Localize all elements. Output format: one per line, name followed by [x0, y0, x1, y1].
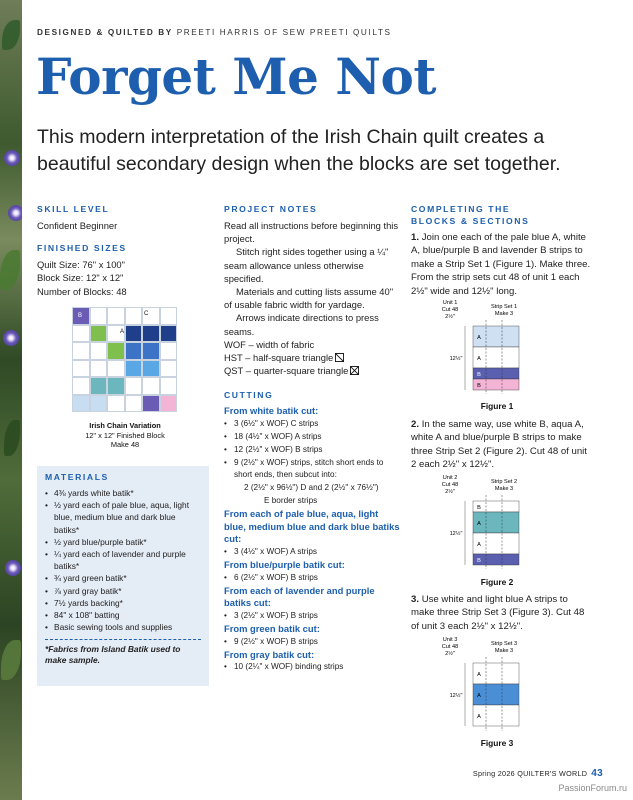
completing-heading: BLOCKS & SECTIONS [411, 216, 530, 226]
fig-set: Strip Set 3 [490, 641, 518, 647]
quilt-patch [160, 342, 178, 360]
flower-icon [5, 560, 21, 576]
fig-unit: Unit 1 [442, 300, 458, 306]
figure-3-caption: Figure 3 [480, 738, 514, 748]
list-item: • 7½ yards backing* [45, 597, 201, 609]
quilt-block-caption: Irish Chain Variation 12" x 12" Finished Block Make 48 [85, 421, 165, 449]
quilt-patch [90, 360, 108, 378]
materials-box [37, 466, 209, 686]
list-item: • Basic sewing tools and supplies [45, 621, 201, 633]
quilt-patch [72, 360, 90, 378]
note-text: Arrows indicate directions to press seams. [224, 312, 379, 337]
quilt-block-diagram [72, 307, 177, 412]
fig-cut: Cut 48 [441, 307, 459, 313]
finished-line: Quilt Size: 76" x 100" [37, 259, 125, 271]
figure-1-caption: Figure 1 [480, 401, 514, 411]
strip-label: B [477, 558, 481, 564]
skill-value: Confident Beginner [37, 220, 118, 231]
strip-label: B [477, 505, 481, 511]
cutting-subhead: From white batik cut: [224, 405, 319, 417]
step-2: 2. In the same way, use white B, aqua A, white A and blue/purple B strips to make three Strip Set 2 (Figure 2). Cut 48 of unit 2 each 2½" x 12½". [411, 419, 587, 471]
list-item: • ¼ yard each of lavender and purple batiks* [45, 548, 201, 572]
column-right [411, 203, 593, 298]
quilt-patch [142, 325, 160, 343]
strip-set-2-diagram [440, 473, 550, 569]
hst-icon [335, 353, 344, 362]
flower-icon [3, 330, 19, 346]
cutting-subhead: From each of pale blue, aqua, light blue, medium blue and dark blue batiks cut: [224, 507, 400, 545]
quilt-patch [90, 307, 108, 325]
quilt-patch [160, 395, 178, 413]
step-1: 1. Join one each of the pale blue A, white A, blue/purple B and lavender B strips to make a Strip Set 1 (Figure 1). Make three. From the strip sets cut 48 of unit 1 each 2½" wide and 12½" long. [411, 232, 591, 297]
fig-unit: Unit 3 [442, 637, 458, 643]
flower-icon [4, 150, 20, 166]
finished-line: Block Size: 12" x 12" [37, 272, 124, 284]
step-2-block [411, 418, 593, 472]
finished-line: Number of Blocks: 48 [37, 285, 127, 297]
materials-list [45, 487, 201, 633]
figure-1 [440, 298, 550, 394]
list-item: • ⅞ yard gray batik* [45, 585, 201, 597]
byline: DESIGNED & QUILTED BY PREETI HARRIS OF SEW PREETI QUILTS [37, 28, 392, 37]
list-item: • 3 (6½" x WOF) C strips [224, 418, 402, 431]
quilt-patch [107, 395, 125, 413]
quilt-patch [142, 360, 160, 378]
quilt-patch [107, 377, 125, 395]
fig-height: 12½" [449, 693, 463, 699]
column-left [37, 203, 207, 308]
quilt-patch [142, 395, 160, 413]
quilt-patch [125, 307, 143, 325]
quilt-patch [90, 377, 108, 395]
list-item: • 9 (2½" x WOF) strips, stitch short ends to short ends, then subcut into: [224, 457, 402, 483]
fig-width: 2½" [445, 314, 455, 320]
quilt-patch [107, 307, 125, 325]
project-notes-heading: PROJECT NOTES [224, 204, 318, 214]
quilt-patch [125, 325, 143, 343]
fig-unit: Unit 2 [442, 475, 458, 481]
quilt-patch [160, 307, 178, 325]
strip-label: A [477, 693, 481, 699]
fig-width: 2½" [445, 651, 455, 657]
column-middle [224, 203, 402, 674]
strip-label: B [477, 372, 481, 378]
patch-label: A [120, 329, 125, 335]
fig-cut: Cut 48 [441, 644, 459, 650]
quilt-patch [125, 377, 143, 395]
list-item: • 3 (4½" x WOF) A strips [224, 546, 402, 559]
figure-2-caption: Figure 2 [480, 577, 514, 587]
list-item: • 84" x 108" batting [45, 609, 201, 621]
list-item: • 4⅜ yards white batik* [45, 487, 201, 499]
qst-icon [350, 366, 359, 375]
quilt-patch [160, 325, 178, 343]
fig-width: 2½" [445, 489, 455, 495]
strip-label: A [477, 356, 481, 362]
strip-label: A [477, 335, 481, 341]
list-item: • 3 (2½" x WOF) B strips [224, 610, 402, 623]
patch-label: C [144, 311, 149, 317]
fig-height: 12½" [449, 356, 463, 362]
finished-heading: FINISHED SIZES [37, 243, 127, 254]
materials-heading: MATERIALS [45, 472, 109, 482]
completing-heading: COMPLETING THE [411, 204, 511, 214]
quilt-patch [160, 360, 178, 378]
quilt-patch [142, 377, 160, 395]
note-text: Read all instructions before beginning this project. [224, 220, 399, 245]
note-text: Stitch right sides together using a ¼" seam allowance unless otherwise specified. [224, 246, 389, 284]
cutting-subhead: From blue/purple batik cut: [224, 559, 345, 570]
materials-note: *Fabrics from Island Batik used to make sample. [45, 644, 181, 665]
cutting-heading: CUTTING [224, 390, 274, 401]
skill-heading: SKILL LEVEL [37, 204, 110, 214]
list-item: • 12 (2½" x WOF) B strips [224, 444, 402, 457]
abbrev-qst: QST – quarter-square triangle [224, 364, 402, 377]
quilt-patch [107, 360, 125, 378]
quilt-patch [90, 342, 108, 360]
fig-make: Make 3 [494, 486, 514, 492]
strip-label: B [477, 383, 481, 389]
quilt-patch [107, 342, 125, 360]
strip-label: A [477, 521, 481, 527]
list-item: • ½ yard each of pale blue, aqua, light blue, medium blue and dark blue batiks* [45, 499, 201, 536]
abbrev-wof: WOF – width of fabric [224, 338, 315, 350]
figure-2 [440, 473, 550, 569]
strip-label: A [477, 714, 481, 720]
fig-make: Make 3 [494, 311, 514, 317]
quilt-patch [160, 377, 178, 395]
strip-set-3-diagram [440, 635, 550, 731]
page-title: Forget Me Not [36, 47, 436, 106]
fig-make: Make 3 [494, 648, 514, 654]
fig-cut: Cut 48 [441, 482, 459, 488]
cutting-subhead: From green batik cut: [224, 622, 320, 634]
divider [45, 639, 201, 640]
cutting-subhead: From gray batik cut: [224, 648, 315, 660]
figure-3 [440, 635, 550, 731]
strip-set-1-diagram [440, 298, 550, 394]
strip-label: A [477, 672, 481, 678]
list-item: • 9 (2½" x WOF) B strips [224, 636, 402, 649]
cover-photo-strip [0, 0, 22, 800]
fig-set: Strip Set 2 [490, 479, 518, 485]
strip-label: A [477, 542, 481, 548]
fig-set: Strip Set 1 [490, 304, 518, 310]
intro-text: This modern interpretation of the Irish Chain quilt creates a beautiful secondary design when the blocks are set together. [37, 126, 561, 175]
abbrev-hst: HST – half-square triangle [224, 351, 402, 364]
quilt-patch [90, 395, 108, 413]
quilt-patch [125, 395, 143, 413]
cutting-subhead: From each of lavender and purple batiks cut: [224, 584, 375, 609]
step-3-block [411, 593, 593, 633]
quilt-patch [72, 325, 90, 343]
list-item: • 18 (4½" x WOF) A strips [224, 431, 402, 444]
quilt-patch [72, 377, 90, 395]
note-text: Materials and cutting lists assume 40" of usable fabric width for yardage. [224, 286, 394, 311]
page-footer: Spring 2026 QUILTER'S WORLD 43 [472, 768, 603, 779]
quilt-patch [90, 325, 108, 343]
quilt-patch [125, 360, 143, 378]
quilt-patch [72, 342, 90, 360]
quilt-patch [142, 342, 160, 360]
quilt-patch [72, 395, 90, 413]
fig-height: 12½" [449, 531, 463, 537]
watermark: PassionForum.ru [558, 783, 627, 793]
list-item: • ½ yard blue/purple batik* [45, 536, 201, 548]
page-number: 43 [591, 768, 603, 779]
step-3: 3. Use white and light blue A strips to make three Strip Set 3 (Figure 3). Cut 48 of unit 3 each 2½" x 12½". [411, 594, 585, 632]
list-item: • 6 (2½" x WOF) B strips [224, 572, 402, 585]
patch-label: B [78, 313, 83, 319]
quilt-patch [125, 342, 143, 360]
list-item: • ¾ yard green batik* [45, 572, 201, 584]
list-item: • 10 (2¼" x WOF) binding strips [224, 661, 402, 674]
list-subitem: E border strips [264, 496, 318, 506]
list-subitem: 2 (2½" x 96½") D and 2 (2½" x 76½") [244, 483, 379, 493]
flower-icon [8, 205, 22, 221]
